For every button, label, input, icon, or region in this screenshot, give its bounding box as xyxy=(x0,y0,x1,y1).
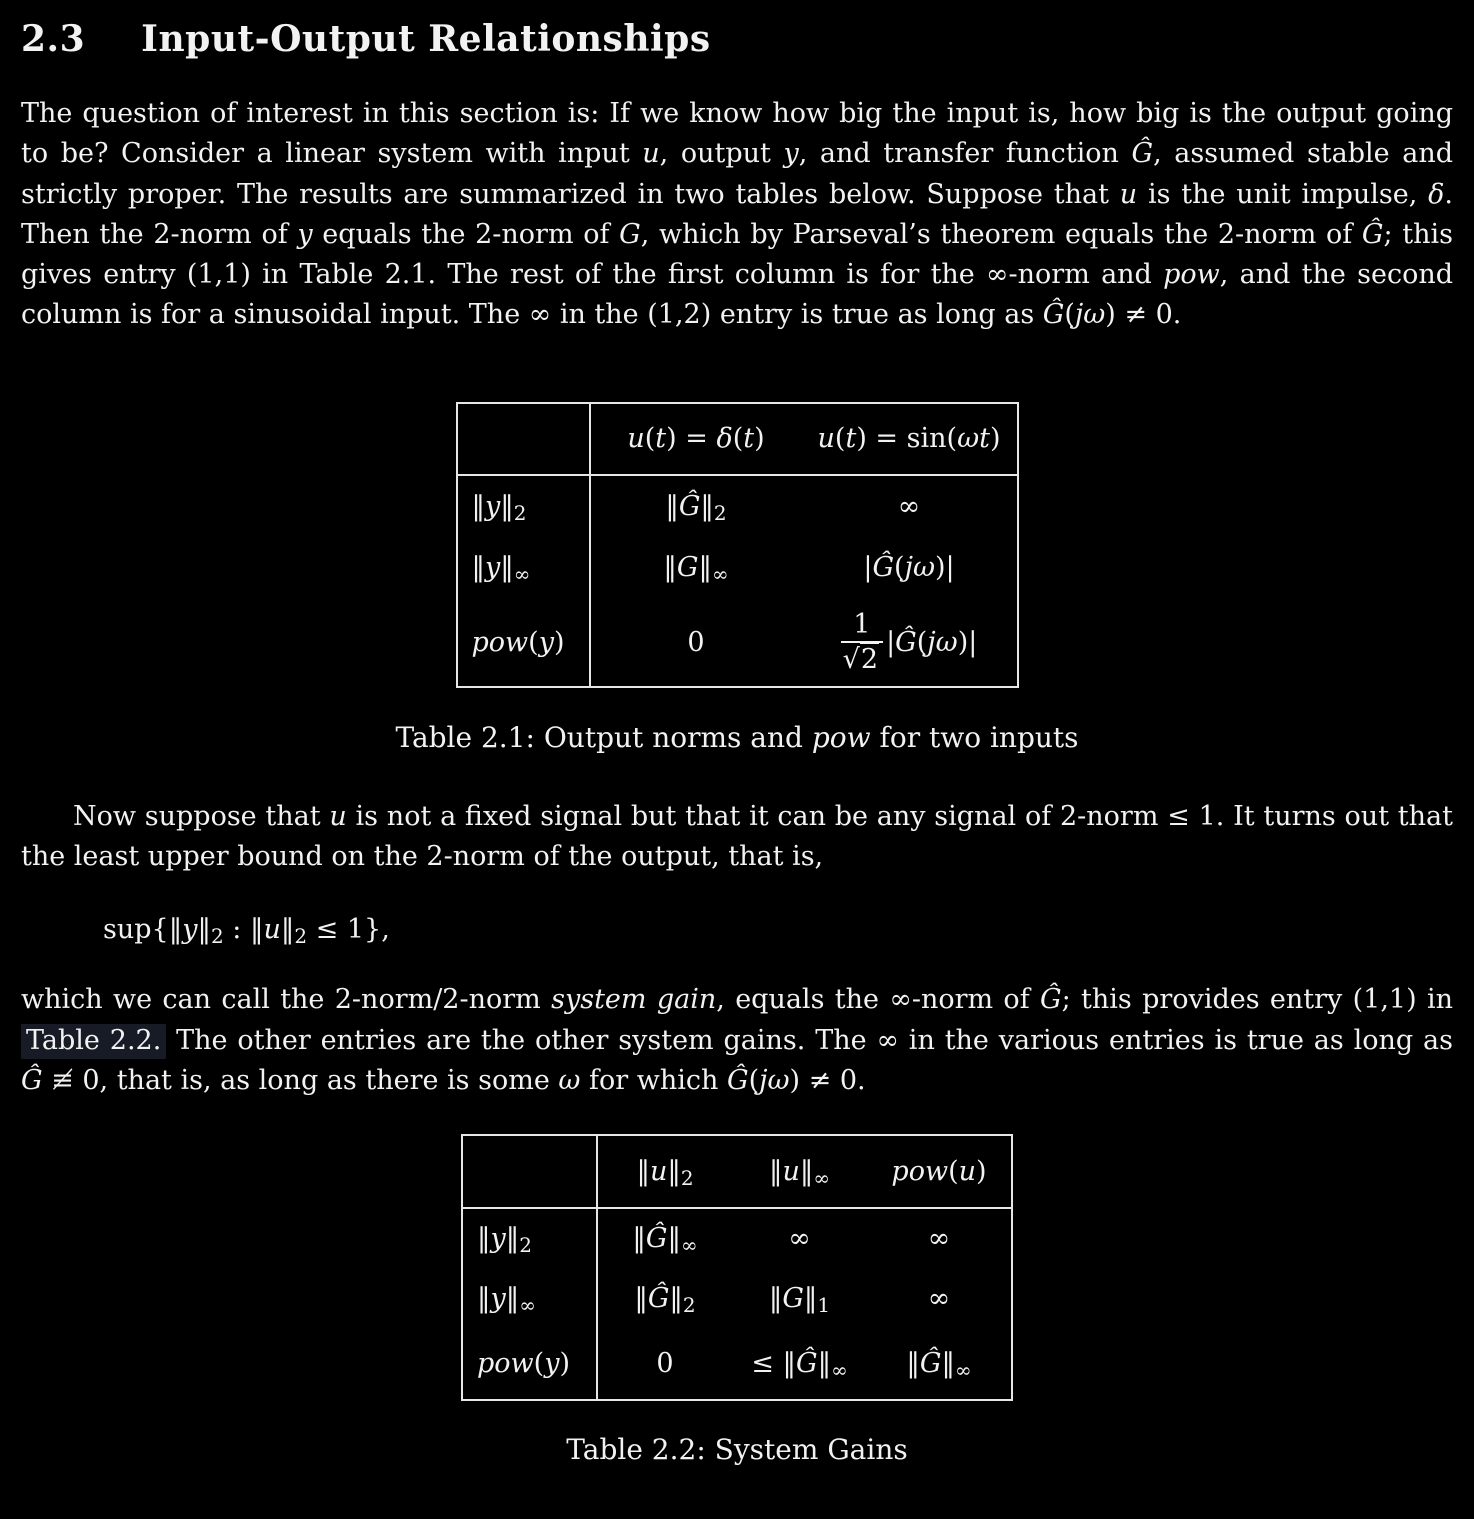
fraction xyxy=(841,609,883,675)
table-cell: ∞ xyxy=(927,1282,951,1314)
table-row xyxy=(462,1208,1012,1268)
fraction-rest: |Ĝ(jω)| xyxy=(886,626,978,658)
table-cell: ∞ xyxy=(788,1223,811,1255)
table-cell-empty xyxy=(462,1135,597,1208)
table-cell-powu: pow(u) xyxy=(867,1135,1012,1208)
table-cell: $‖G‖_1$ xyxy=(768,1282,831,1317)
fraction-expression xyxy=(841,609,978,675)
table-cell-y2-label: $‖y‖_2$ xyxy=(462,1208,597,1268)
table-cell-fraction xyxy=(802,599,1018,687)
table-header-row xyxy=(462,1135,1012,1208)
table-row xyxy=(457,599,1018,687)
table-cell-input-sine: u(t) = sin(ωt) xyxy=(802,403,1018,475)
table-row xyxy=(457,475,1018,537)
table-cell: $‖Ĝ‖_\infty$ xyxy=(906,1348,972,1383)
section-number: 2.3 xyxy=(21,18,86,60)
table-row xyxy=(462,1328,1012,1400)
table-2-1 xyxy=(456,402,1019,688)
table-cell: |Ĝ(jω)| xyxy=(863,552,955,584)
fraction-numerator: 1 xyxy=(853,609,871,641)
table-cell: $‖Ĝ‖_2$ xyxy=(665,490,727,525)
table-cell: ∞ xyxy=(927,1223,951,1255)
section-heading xyxy=(21,18,1453,60)
radicand: 2 xyxy=(860,644,879,676)
paragraph-intro: The question of interest in this section is: If we know how big the input is, how big is the output going to be? Consider a linear system with input u, output y, and transfer function Ĝ, assumed stable and strictly proper. The results are summarized in two tables below. Suppose that u is the unit impulse, δ. Then the 2-norm of y equals the 2-norm of G, which by Parseval’s theorem equals the 2-norm of Ĝ; this gives entry (1,1) in Table 2.1. The rest of the first column is for the ∞-norm and pow, and the second column is for a sinusoidal input. The ∞ in the (1,2) entry is true as long as Ĝ(jω) ≠ 0. xyxy=(21,98,1454,331)
table-2-1-container xyxy=(21,402,1453,688)
table-row xyxy=(462,1268,1012,1328)
table-2-2-caption: Table 2.2: System Gains xyxy=(566,1433,908,1467)
table-row xyxy=(457,537,1018,599)
table-cell: $‖G‖_\infty$ xyxy=(663,552,729,587)
table-cell-yinf-label: $‖y‖_\infty$ xyxy=(462,1268,597,1328)
fraction-denominator xyxy=(841,641,883,675)
table-cell-u2: $‖u‖_2$ xyxy=(597,1135,732,1208)
table-cell-empty xyxy=(457,403,590,475)
table-2-2-link[interactable]: Table 2.2. xyxy=(21,1024,166,1059)
radical-sign: √ xyxy=(842,644,860,676)
table-cell-y2-label: $‖y‖_2$ xyxy=(457,475,590,537)
table-cell-uinf: $‖u‖_\infty$ xyxy=(732,1135,867,1208)
table-header-row xyxy=(457,403,1018,475)
table-cell: $‖Ĝ‖_2$ xyxy=(634,1282,696,1317)
table-cell-pow-label: pow(y) xyxy=(457,599,590,687)
display-equation: $sup\{‖y‖_2$ : $‖u‖_2 \le 1$}, xyxy=(103,914,390,949)
table-2-2-container xyxy=(21,1134,1453,1401)
table-cell: 0 xyxy=(656,1348,674,1380)
paragraph-gains: which we can call the 2-norm/2-norm system gain, equals the ∞-norm of Ĝ; this provides entry (1,1) in Table 2.2. The other entries are the other system gains. The ∞ in the various entries is true as long as Ĝ ≢ 0, that is, as long as there is some ω for which Ĝ(jω) ≠ 0. xyxy=(21,984,1454,1096)
paragraph-suppose: Now suppose that u is not a fixed signal but that it can be any signal of 2-norm ≤ 1. It turns out that the least upper bound on the 2-norm of the output, that is, xyxy=(21,800,1453,873)
table-cell-pow-label: pow(y) xyxy=(462,1328,597,1400)
table-2-2 xyxy=(461,1134,1013,1401)
table-cell-yinf-label: $‖y‖_\infty$ xyxy=(457,537,590,599)
section-title: Input-Output Relationships xyxy=(141,18,711,60)
table-cell-input-impulse: u(t) = δ(t) xyxy=(590,403,802,475)
table-cell: $‖Ĝ‖_\infty$ xyxy=(632,1223,698,1258)
table-cell: ∞ xyxy=(897,490,921,522)
table-2-1-caption: Table 2.1: Output norms and pow for two inputs xyxy=(395,720,1079,754)
table-cell: 0 xyxy=(687,626,705,658)
table-cell: ≤ $‖Ĝ‖_\infty$ xyxy=(751,1348,848,1383)
